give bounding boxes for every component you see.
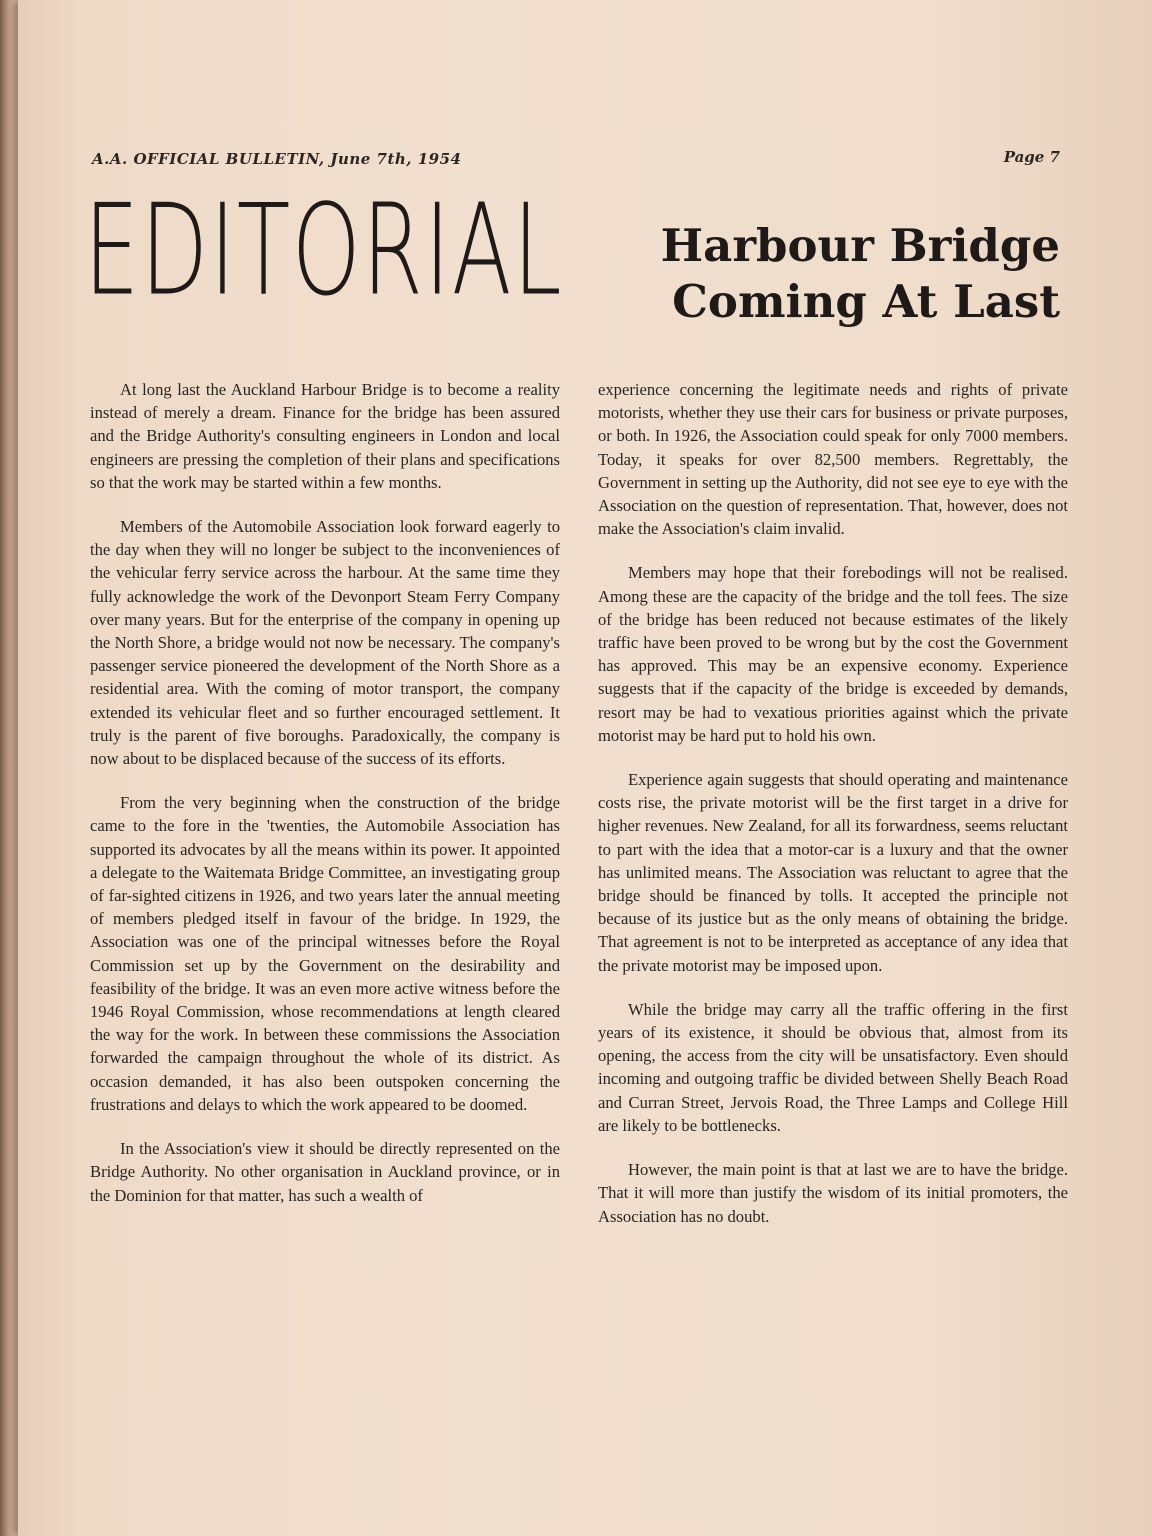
editorial-masthead: EDITORIAL bbox=[84, 177, 564, 324]
paragraph: At long last the Auckland Harbour Bridge is to become a reality instead of merely a dream. Finance for the bridge has been assured and the Bridge Authority's consulting engineers in London and local engineers are pressing the completion of their plans and specifications so that the work may be started within a few months. bbox=[90, 380, 560, 492]
headline-line-1: Harbour Bridge bbox=[660, 219, 1060, 272]
paragraph: However, the main point is that at last we are to have the bridge. That it will more than justify the wisdom of its initial promoters, the Association has no doubt. bbox=[598, 1160, 1068, 1226]
right-column bbox=[598, 378, 1068, 1249]
paragraph: Members may hope that their forebodings will not be realised. Among these are the capacity of the bridge and the toll fees. The size of the bridge has been reduced not because estimates of the likely traffic have been proved to be wrong but by the cost the Government has approved. This may be an expensive economy. Experience suggests that if the capacity of the bridge is exceeded by demands, resort may be had to vexatious priorities against which the private motorist may be hard put to hold his own. bbox=[598, 563, 1068, 745]
page-number: Page 7 bbox=[1003, 148, 1060, 166]
binding-gutter bbox=[0, 0, 18, 1536]
headline-line-2: Coming At Last bbox=[672, 275, 1060, 328]
paragraph: From the very beginning when the construction of the bridge came to the fore in the 'twenties, the Automobile Association has supported its advocates by all the means within its power. It appointed a delegate to the Waitemata Bridge Committee, an investigating group of far-sighted citizens in 1926, and two years later the annual meeting of members pledged itself in favour of the bridge. In 1929, the Association was one of the principal witnesses before the Royal Commission set up by the Government on the desirability and feasibility of the bridge. It was an even more active witness before the 1946 Royal Commission, whose recommendations at length cleared the way for the work. In between these commissions the Association forwarded the campaign throughout the whole of its district. As occasion demanded, it has also been outspoken concerning the frustrations and delays to which the work appeared to be doomed. bbox=[90, 793, 560, 1114]
paragraph: Members of the Automobile Association look forward eagerly to the day when they will no longer be subject to the inconveniences of the vehicular ferry service across the harbour. At the same time they fully acknowledge the work of the Devonport Steam Ferry Company over many years. But for the enterprise of the company in opening up the North Shore, a bridge would not now be necessary. The company's passenger service pioneered the development of the North Shore as a residential area. With the coming of motor transport, the company extended its vehicular fleet and so further encouraged settlement. It truly is the parent of five boroughs. Paradoxically, the company is now about to be displaced because of the success of its efforts. bbox=[90, 517, 560, 769]
paragraph: Experience again suggests that should operating and maintenance costs rise, the private motorist will be the first target in a drive for higher revenues. New Zealand, for all its forwardness, seems reluctant to part with the idea that a motor-car is a luxury and that the owner has unlimited means. The Association was reluctant to agree that the bridge should be financed by tolls. It accepted the principle not because of its justice but as the only means of obtaining the bridge. That agreement is not to be interpreted as acceptance of any idea that the private motorist may be imposed upon. bbox=[598, 770, 1068, 975]
paragraph: While the bridge may carry all the traffic offering in the first years of its existence, it should be obvious that, almost from its opening, the access from the city will be unsatisfactory. Even should incoming and outgoing traffic be divided between Shelly Beach Road and Curran Street, Jervois Road, the Three Lamps and College Hill are likely to be bottlenecks. bbox=[598, 999, 1068, 1135]
left-column bbox=[90, 378, 560, 1228]
article-headline bbox=[661, 218, 1060, 330]
running-head: A.A. OFFICIAL BULLETIN, June 7th, 1954 bbox=[92, 150, 462, 168]
paragraph: In the Association's view it should be directly represented on the Bridge Authority. No other organisation in Auckland province, or in the Dominion for that matter, has such a wealth of bbox=[90, 1139, 560, 1205]
paragraph-continued: experience concerning the legitimate needs and rights of private motorists, whether they use their cars for business or private purposes, or both. In 1926, the Association could speak for only 7000 members. Today, it speaks for over 82,500 members. Regrettably, the Government in setting up the Authority, did not see eye to eye with the Association on the question of representation. That, however, does not make the Association's claim invalid. bbox=[598, 380, 1068, 539]
